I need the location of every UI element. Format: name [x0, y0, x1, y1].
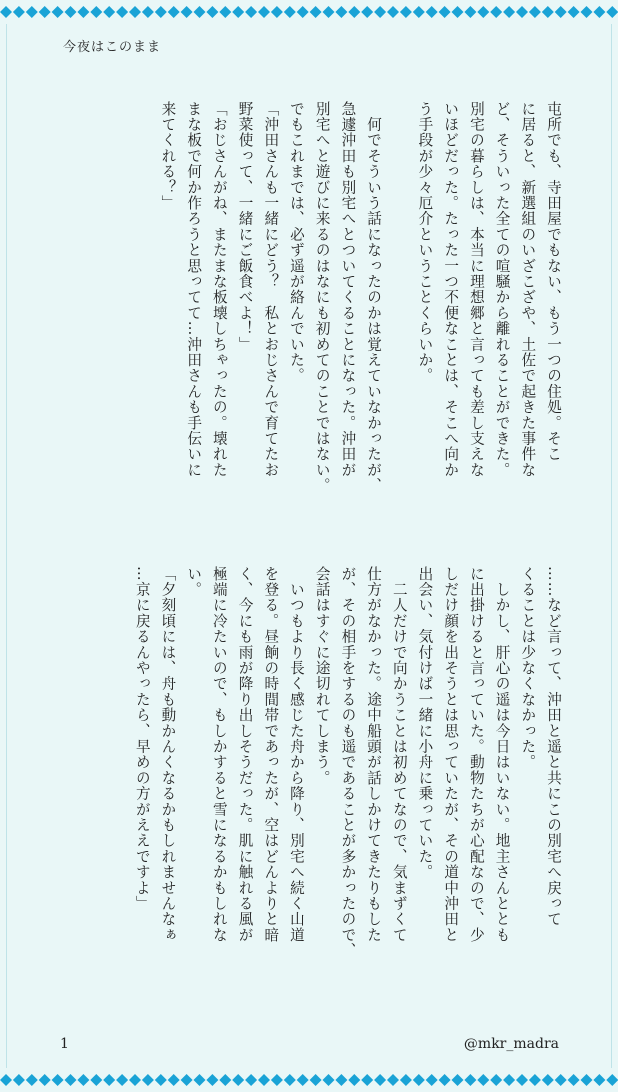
diamond-ornament [26, 1074, 38, 1086]
bottom-diamond-border [0, 1068, 618, 1092]
diamond-ornament [194, 1074, 206, 1086]
top-diamond-border [0, 0, 618, 24]
diamond-ornament [0, 6, 12, 18]
diamond-ornament [464, 1074, 476, 1086]
diamond-ornament [232, 6, 244, 18]
diamond-ornament [219, 1074, 231, 1086]
left-border-line [6, 24, 7, 1068]
diamond-ornament [13, 6, 25, 18]
diamond-ornament [593, 1074, 605, 1086]
diamond-ornament [606, 6, 618, 18]
diamond-ornament [155, 6, 167, 18]
diamond-ornament [490, 1074, 502, 1086]
diamond-ornament [490, 6, 502, 18]
diamond-ornament [503, 6, 515, 18]
diamond-ornament [452, 6, 464, 18]
diamond-ornament [529, 1074, 541, 1086]
text-line: しだけ顔を出そうとは思っていたが、その道中沖田と [442, 566, 460, 943]
diamond-ornament [206, 6, 218, 18]
right-border-line [611, 24, 612, 1068]
diamond-ornament [103, 6, 115, 18]
text-line: 急遽沖田も別宅へとついてくることになった。沖田が [339, 101, 357, 478]
upper-text-block [155, 101, 566, 521]
top-diamond-border-pattern [0, 0, 618, 24]
diamond-ornament [335, 6, 347, 18]
text-line: 会話はすぐに途切れてしまう。 [313, 566, 331, 786]
diamond-ornament [361, 1074, 373, 1086]
text-line: 野菜使って、一緒にご飯食べよ！」 [236, 101, 254, 353]
diamond-ornament [297, 1074, 309, 1086]
diamond-ornament [310, 6, 322, 18]
text-line: いほどだった。たった一つ不便なことは、そこへ向か [442, 101, 460, 478]
text-line: いつもより長く感じた舟から降り、別宅へ続く山道 [287, 566, 305, 943]
diamond-ornament [155, 1074, 167, 1086]
text-line: 屯所でも、寺田屋でもない、もう一つの住処。そこ [545, 101, 562, 463]
text-line: 二人だけで向かうことは初めてなので、気まずくて [390, 566, 408, 943]
diamond-ornament [13, 1074, 25, 1086]
text-line: まな板で何か作ろうと思ってて…沖田さんも手伝いに [185, 101, 203, 478]
diamond-ornament [258, 6, 270, 18]
diamond-ornament [39, 6, 51, 18]
text-line: い。 [185, 566, 203, 598]
diamond-ornament [26, 6, 38, 18]
diamond-ornament [284, 1074, 296, 1086]
text-line: 極端に冷たいので、もしかすると雪になるかもしれな [210, 566, 228, 943]
diamond-ornament [606, 1074, 618, 1086]
diamond-ornament [258, 1074, 270, 1086]
diamond-ornament [65, 1074, 77, 1086]
diamond-ornament [232, 1074, 244, 1086]
diamond-ornament [271, 1074, 283, 1086]
text-line: 「沖田さんも一緒にどう？ 私とおじさんで育てたお [262, 101, 280, 478]
diamond-ornament [39, 1074, 51, 1086]
page-number: 1 [60, 1036, 69, 1052]
diamond-ornament [284, 6, 296, 18]
diamond-ornament [271, 6, 283, 18]
text-line: しかし、肝心の遥は今日はいない。地主さんととも [493, 566, 511, 943]
diamond-ornament [323, 6, 335, 18]
text-line: 別宅へと遊びに来るのはなにも初めてのことではない。 [313, 101, 331, 494]
diamond-ornament [400, 6, 412, 18]
diamond-ornament [581, 6, 593, 18]
diamond-ornament [477, 1074, 489, 1086]
diamond-ornament [77, 6, 89, 18]
diamond-ornament [568, 1074, 580, 1086]
text-line: 来てくれる？」 [159, 101, 177, 211]
diamond-ornament [516, 1074, 528, 1086]
diamond-ornament [555, 6, 567, 18]
diamond-ornament [374, 6, 386, 18]
diamond-ornament [65, 6, 77, 18]
diamond-ornament [374, 1074, 386, 1086]
diamond-ornament [52, 1074, 64, 1086]
diamond-ornament [142, 6, 154, 18]
diamond-ornament [77, 1074, 89, 1086]
diamond-ornament [90, 1074, 102, 1086]
diamond-ornament [542, 1074, 554, 1086]
diamond-ornament [452, 1074, 464, 1086]
page-title: 今夜はこのまま [63, 40, 162, 55]
diamond-ornament [477, 6, 489, 18]
diamond-ornament [335, 1074, 347, 1086]
diamond-ornament [516, 6, 528, 18]
text-line: …京に戻るんやったら、早めの方がええですよ」 [133, 566, 151, 912]
diamond-ornament [0, 1074, 12, 1086]
diamond-ornament [181, 1074, 193, 1086]
diamond-ornament [529, 6, 541, 18]
diamond-ornament [129, 6, 141, 18]
diamond-ornament [439, 6, 451, 18]
diamond-ornament [503, 1074, 515, 1086]
diamond-ornament [361, 6, 373, 18]
diamond-ornament [413, 1074, 425, 1086]
diamond-ornament [426, 1074, 438, 1086]
diamond-ornament [593, 6, 605, 18]
diamond-ornament [348, 1074, 360, 1086]
text-line [386, 101, 412, 521]
author-handle: @mkr_madra [463, 1036, 559, 1052]
diamond-ornament [387, 1074, 399, 1086]
diamond-ornament [181, 6, 193, 18]
diamond-ornament [310, 1074, 322, 1086]
diamond-ornament [168, 1074, 180, 1086]
diamond-ornament [219, 6, 231, 18]
text-line: 「夕刻頃には、舟も動かんくなるかもしれませんなぁ [159, 566, 177, 943]
text-line: でもこれまでは、必ず遥が絡んでいた。 [287, 101, 305, 384]
diamond-ornament [142, 1074, 154, 1086]
diamond-ornament [348, 6, 360, 18]
text-line: う手段が少々厄介ということくらいか。 [416, 101, 434, 384]
diamond-ornament [52, 6, 64, 18]
diamond-ornament [245, 1074, 257, 1086]
diamond-ornament [555, 1074, 567, 1086]
text-line: を登る。昼餉の時間帯であったが、空はどんよりと暗 [262, 566, 280, 943]
text-line: 「おじさんがね、またまな板壊しちゃったの。壊れた [210, 101, 228, 478]
diamond-ornament [90, 6, 102, 18]
diamond-ornament [464, 6, 476, 18]
diamond-ornament [116, 1074, 128, 1086]
text-line: 別宅の暮らしは、本当に理想郷と言っても差し支えな [467, 101, 485, 478]
diamond-ornament [194, 6, 206, 18]
diamond-ornament [323, 1074, 335, 1086]
diamond-ornament [103, 1074, 115, 1086]
diamond-ornament [413, 6, 425, 18]
text-line: に出掛けると言っていた。動物たちが心配なので、少 [467, 566, 485, 943]
diamond-ornament [426, 6, 438, 18]
diamond-ornament [116, 6, 128, 18]
text-line: が、その相手をするのも遥であることが多かったので、 [339, 566, 357, 959]
diamond-ornament [206, 1074, 218, 1086]
text-line: 出会い、気付けば一緒に小舟に乗っていた。 [416, 566, 434, 880]
diamond-ornament [568, 6, 580, 18]
diamond-ornament [581, 1074, 593, 1086]
diamond-ornament [387, 6, 399, 18]
diamond-ornament [542, 6, 554, 18]
lower-text-block [129, 566, 566, 986]
text-line: に居ると、新選組のいざこざや、土佐で起きた事件な [519, 101, 537, 478]
bottom-diamond-border-pattern [0, 1068, 618, 1092]
diamond-ornament [439, 1074, 451, 1086]
text-line: 何でそういう話になったのかは覚えていなかったが、 [365, 101, 383, 494]
text-line: ……など言って、沖田と遥と共にこの別宅へ戻って [545, 566, 562, 928]
text-line: 仕方がなかった。途中船頭が話しかけてきたりもした [365, 566, 383, 943]
diamond-ornament [297, 6, 309, 18]
diamond-ornament [168, 6, 180, 18]
diamond-ornament [129, 1074, 141, 1086]
diamond-ornament [400, 1074, 412, 1086]
text-line: くることは少なくなかった。 [519, 566, 537, 771]
diamond-ornament [245, 6, 257, 18]
text-line: ど、そういった全ての喧騒から離れることができた。 [493, 101, 511, 478]
text-line: く、今にも雨が降り出しそうだった。肌に触れる風が [236, 566, 254, 943]
